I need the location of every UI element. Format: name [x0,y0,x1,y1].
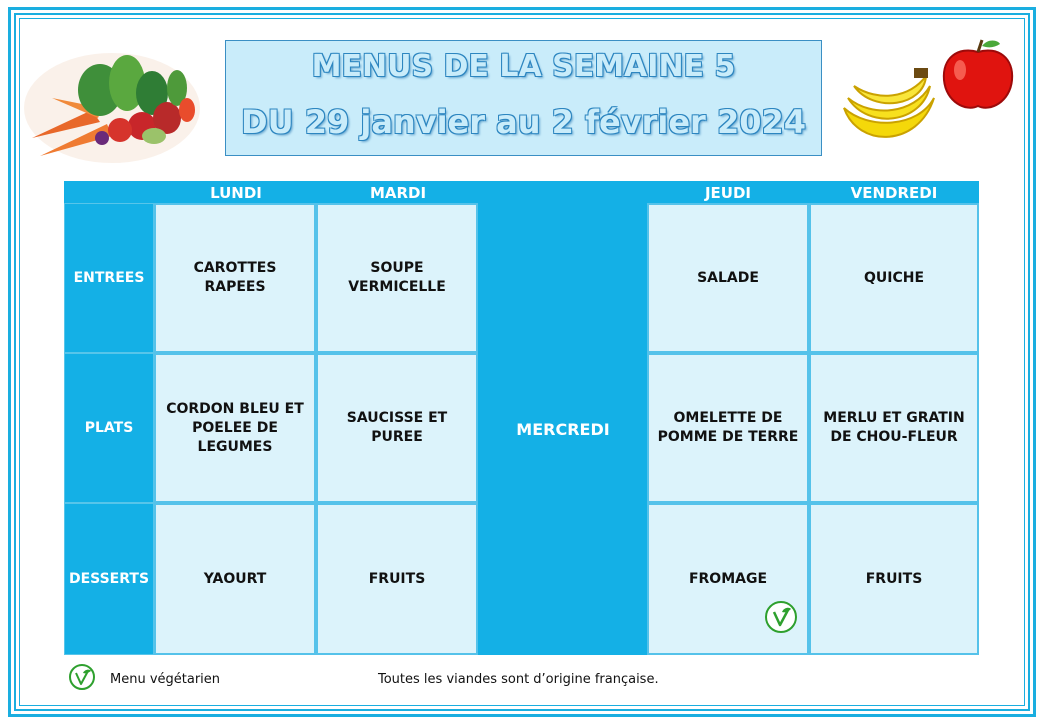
header-mardi: MARDI [317,181,479,203]
vegetarian-legend-icon [68,663,96,691]
header-jeudi: JEUDI [647,181,809,203]
cell-lundi-plat: CORDON BLEU ET POELEE DE LEGUMES [154,353,316,503]
vegetables-illustration [22,38,200,166]
mercredi-column: MERCREDI [478,203,648,655]
row-label-entrees: ENTREES [64,203,154,353]
meat-origin-note: Toutes les viandes sont d’origine française. [378,672,659,687]
row-label-plats: PLATS [64,353,154,503]
cell-vendredi-plat: MERLU ET GRATIN DE CHOU-FLEUR [809,353,979,503]
page-title: MENUS DE LA SEMAINE 5 [311,49,736,84]
cell-lundi-dessert: YAOURT [154,503,316,655]
cell-vendredi-dessert: FRUITS [809,503,979,655]
cell-jeudi-dessert: FROMAGE [647,503,809,655]
cell-lundi-entree: CAROTTES RAPEES [154,203,316,353]
vegetarian-leaf-icon [764,600,798,634]
menu-table [64,181,979,655]
cell-vendredi-entree: QUICHE [809,203,979,353]
header-lundi: LUNDI [155,181,317,203]
cell-jeudi-entree: SALADE [647,203,809,353]
row-label-desserts: DESSERTS [64,503,154,655]
vegetarian-legend-label: Menu végétarien [110,672,221,687]
header-vendredi: VENDREDI [809,181,979,203]
cell-mardi-dessert: FRUITS [316,503,478,655]
cell-mardi-plat: SAUCISSE ET PUREE [316,353,478,503]
cell-jeudi-plat: OMELETTE DE POMME DE TERRE [647,353,809,503]
banana-apple-illustration [838,38,1014,150]
title-box [225,40,822,156]
page-subtitle-dates: DU 29 janvier au 2 février 2024 [241,103,806,141]
cell-mardi-entree: SOUPE VERMICELLE [316,203,478,353]
